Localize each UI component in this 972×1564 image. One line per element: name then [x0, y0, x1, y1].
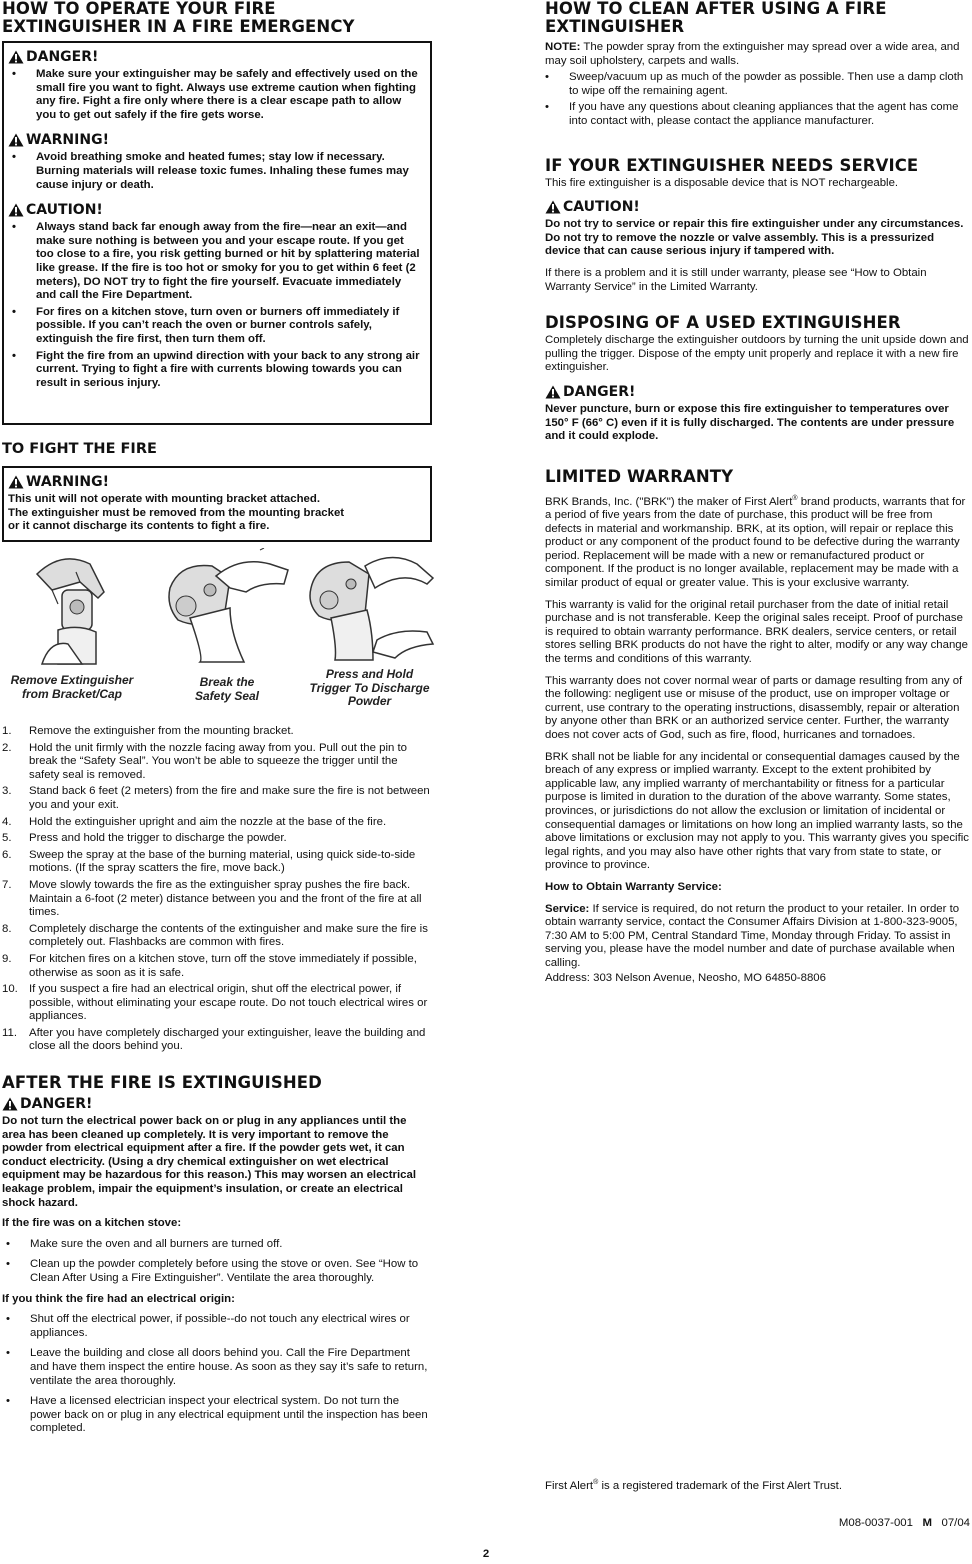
warning-signal: [8, 474, 424, 490]
danger-label: DANGER!: [563, 383, 636, 400]
page-number: 2: [482, 1548, 490, 1560]
service-caution-signal: [545, 199, 970, 215]
warranty-paragraph: This warranty does not cover normal wear of parts or damage resulting from any of the following: negligent use or misuse of the product, use on improper voltage or current, use contrary to the operating instructions, disassembly, repair or alteration by anyone other than BRK or an authorized service center. Further, the warranty does not cover acts of God, such as fire, flood, hurricanes and tornadoes.: [545, 674, 963, 741]
heading-service: IF YOUR EXTINGUISHER NEEDS SERVICE: [545, 155, 919, 175]
fight-warning-line: or it cannot discharge its contents to fight a fire.: [8, 520, 270, 533]
heading-warranty: LIMITED WARRANTY: [545, 466, 734, 486]
after-danger-text: Do not turn the electrical power back on or plug in any appliances until the area has been cleaned up completely. It is very important to remove the powder from electrical equipment after a fire. If the powder gets wet, it can conduct electricity. (Using a dry chemical extinguisher on wet electrical equipment may be hazardous for this reason.) This may worsen an electrical leakage problem, impair the equipment’s insulation, or create an electrical shock hazard.: [2, 1115, 416, 1209]
step-item: 3. Stand back 6 feet (2 meters) from the fire and make sure the fire is not between you and your exit.: [2, 785, 430, 811]
address: Address: 303 Nelson Avenue, Neosho, MO 64850-8806: [545, 972, 826, 985]
dispose-danger-text: Never puncture, burn or expose this fire extinguisher to temperatures over 150° F (66° C) even if it is fully discharged. The contents are under pressure and it could explode.: [545, 402, 955, 443]
dispose-text: Completely discharge the extinguisher outdoors by turning the unit upside down and pulling the trigger. Dispose of the empty unit properly and replace it with a new fire extinguisher.: [545, 334, 969, 374]
warning-label: WARNING!: [26, 132, 109, 149]
service-warranty-note: If there is a problem and it is still under warranty, please see “How to Obtain Warranty Service” in the Limited Warranty.: [545, 266, 927, 293]
electrical-heading: If you think the fire had an electrical origin:: [2, 1292, 235, 1305]
trademark-note: First Alert® is a registered trademark of the First Alert Trust.: [545, 1479, 842, 1492]
warning-signal: [8, 132, 424, 148]
remove-from-bracket-illustration: [22, 552, 152, 667]
step-item: 9. For kitchen fires on a kitchen stove, turn off the stove immediately if possible, otherwise as soon as it is safe.: [2, 952, 417, 979]
warranty-paragraph: This warranty is valid for the original retail purchaser from the date of initial retail purchase and is not transferable. Keep the original sales receipt. Proof of purchase is required to obtain warranty performance. BRK dealers, service centers, or retail stores selling BRK products do not have the right to alter, modify or any way change the terms and conditions of this warranty.: [545, 598, 968, 666]
danger-item: • Make sure your extinguisher may be safely and effectively used on the small fire you want to fight. Always use extreme caution when fighting any fire. Fight a fire only where there is a clear escape path to allow you to get out safely if the fire gets worse.: [12, 68, 418, 121]
caution-item: • For fires on a kitchen stove, turn oven or burners off immediately if possible. If you can’t reach the oven or burner controls safely, extinguish the fire first, then turn them off.: [12, 305, 400, 345]
press-trigger-illustration: [307, 548, 437, 663]
warning-triangle-icon: [2, 1097, 18, 1111]
heading-clean: HOW TO CLEAN AFTER USING A FIRE EXTINGUISHER: [545, 0, 887, 36]
warning-item: • Avoid breathing smoke and heated fumes; stay low if necessary. Burning materials will release toxic fumes. Inhaling these fumes may cause injury or death.: [12, 151, 409, 191]
break-safety-seal-illustration: [160, 548, 300, 663]
dispose-danger-signal: [545, 384, 970, 400]
heading-operate: HOW TO OPERATE YOUR FIRE EXTINGUISHER IN A FIRE EMERGENCY: [2, 0, 355, 36]
service-caution-text: Do not try to service or repair this fire extinguisher under any circumstances. Do not try to remove the nozzle or valve assembly. This is a pressurized device that can cause serious injury if tampered with.: [545, 218, 964, 258]
caution-signal: [8, 202, 424, 218]
kitchen-heading: If the fire was on a kitchen stove:: [2, 1217, 182, 1230]
caption-press-trigger: Press and Hold Trigger To Discharge Powder: [309, 667, 430, 708]
warning-triangle-icon: [8, 133, 24, 147]
step-item: 10. If you suspect a fire had an electrical origin, shut off the electrical power, if possible, without eliminating your escape route. Do not touch electrical wires or appliances.: [2, 983, 428, 1023]
danger-signal: [8, 49, 424, 65]
caution-item: • Fight the fire from an upwind direction with your back to any strong air current. Trying to fight a fire with currents blowing towards you can result in serious injury.: [12, 349, 420, 389]
step-item: 1. Remove the extinguisher from the mounting bracket.: [2, 725, 294, 737]
step-item: 11. After you have completely discharged your extinguisher, leave the building and close all the doors behind you.: [2, 1026, 426, 1053]
warning-triangle-icon: [545, 385, 561, 399]
electrical-item: • Shut off the electrical power, if possible--do not touch any electrical wires or appliances.: [6, 1313, 410, 1339]
heading-fight: TO FIGHT THE FIRE: [2, 441, 157, 457]
danger-label: DANGER!: [26, 49, 99, 65]
danger-label: DANGER!: [20, 1096, 93, 1113]
warning-triangle-icon: [8, 203, 24, 217]
electrical-item: • Leave the building and close all doors behind you. Call the Fire Department and have them inspect the entire house. As soon as they say it’s safe to return, ventilate the area thoroughly.: [6, 1347, 428, 1387]
warning-triangle-icon: [8, 50, 24, 64]
step-item: 7. Move slowly towards the fire as the extinguisher spray pushes the fire back. Maintain a 6-foot (2 meter) distance between you and the front of the fire at all times.: [2, 878, 422, 919]
step-item: 2. Hold the unit firmly with the nozzle facing away from you. Pull out the pin to break the “Safety Seal”. You won’t be able to squeeze the trigger until the safety seal is removed.: [2, 741, 407, 781]
warranty-paragraph: BRK shall not be liable for any incidental or consequential damages caused by the breach of any express or implied warranty. Except to the extent prohibited by applicable law, any implied warranty of merchantability or fitness for a particular purpose is limited in duration to the duration of the above warranty. Some states, provinces, or jurisdictions do not allow the exclusion or limitation of incidental or consequential damages or limitations on how long an implied warranty lasts, so the above limitations or exclusion may not apply to you. This warranty gives you specific legal rights, and you may also have other rights that vary from state to state, or province to province.: [545, 750, 969, 872]
warning-triangle-icon: [8, 475, 24, 489]
warranty-paragraph: BRK Brands, Inc. ("BRK") the maker of First Alert® brand products, warrants that for a period of five years from the date of purchase, this product will be free from defects in material and workmanship. BRK, at its option, will repair or replace this product or any component of the product found to be defective during the warranty period. Replacement will be made with a new or remanufactured product or component. If the product is no longer available, replacement may be made with a similar product of equal or greater value. This is your exclusive warranty.: [545, 494, 966, 590]
fight-warning-line: The extinguisher must be removed from the mounting bracket: [8, 506, 345, 519]
illustration-row: [2, 548, 432, 713]
heading-after-fire: AFTER THE FIRE IS EXTINGUISHED: [2, 1073, 322, 1093]
service-paragraph: Service: If service is required, do not return the product to your retailer. In order to obtain warranty service, contact the Consumer Affairs Division at 1-800-323-9005, 7:30 AM to 5:00 PM, Central Standard Time, Monday through Friday. To assist in serving you, please have the model number and date of purchase available when calling.: [545, 902, 960, 969]
after-danger-signal: [2, 1096, 432, 1112]
obtain-warranty-heading: How to Obtain Warranty Service:: [545, 880, 722, 893]
step-item: 8. Completely discharge the contents of the extinguisher and make sure the fire is completely out. Flashbacks are common with fires.: [2, 922, 428, 949]
caution-label: CAUTION!: [26, 202, 103, 219]
step-item: 5. Press and hold the trigger to discharge the powder.: [2, 832, 287, 845]
fight-warning-box: [2, 466, 432, 542]
electrical-item: • Have a licensed electrician inspect your electrical system. Do not turn the power back on or plug in any electrical equipment until the inspection has been completed.: [6, 1395, 428, 1435]
service-intro: This fire extinguisher is a disposable device that is NOT rechargeable.: [545, 176, 899, 189]
kitchen-item: • Clean up the powder completely before using the stove or oven. See “How to Clean After Using a Fire Extinguisher”. Ventilate the area thoroughly.: [6, 1258, 419, 1284]
clean-item: • If you have any questions about cleaning appliances that the agent has come into contact with, please contact the appliance manufacturer.: [545, 101, 959, 127]
fight-warning-line: This unit will not operate with mounting bracket attached.: [8, 493, 320, 505]
clean-item: • Sweep/vacuum up as much of the powder as possible. Then use a damp cloth to wipe off the remaining agent.: [545, 71, 964, 97]
operate-warning-box: [2, 41, 432, 425]
caution-item: • Always stand back far enough away from the fire—near an exit—and make sure nothing is between you and your escape route. If you get too close to a fire, you risk getting burned or hit by splattering material like grease. If the fire is too hot or smoky for you to get within 6 feet (2 meters), DO NOT try to fight the fire yourself. Evacuate immediately and call the Fire Department.: [12, 221, 420, 302]
step-item: 6. Sweep the spray at the base of the burning material, using quick side-to-side motions. (If the spray scatters the fire, move back.): [2, 848, 416, 875]
caution-label: CAUTION!: [563, 199, 640, 216]
step-item: 4. Hold the extinguisher upright and aim the nozzle at the base of the fire.: [2, 815, 387, 828]
caption-remove-extinguisher: Remove Extinguisher from Bracket/Cap: [10, 673, 134, 701]
caption-break-seal: Break the Safety Seal: [194, 675, 260, 703]
warning-triangle-icon: [545, 200, 561, 214]
clean-note: NOTE: The powder spray from the extinguisher may spread over a wide area, and may soil upholstery, carpets and walls.: [545, 41, 960, 67]
steps-list: [2, 725, 430, 1054]
warning-label: WARNING!: [26, 474, 109, 490]
heading-dispose: DISPOSING OF A USED EXTINGUISHER: [545, 313, 901, 333]
document-code: M08-0037-001 M 07/04: [838, 1517, 970, 1529]
kitchen-item: • Make sure the oven and all burners are turned off.: [6, 1237, 283, 1250]
